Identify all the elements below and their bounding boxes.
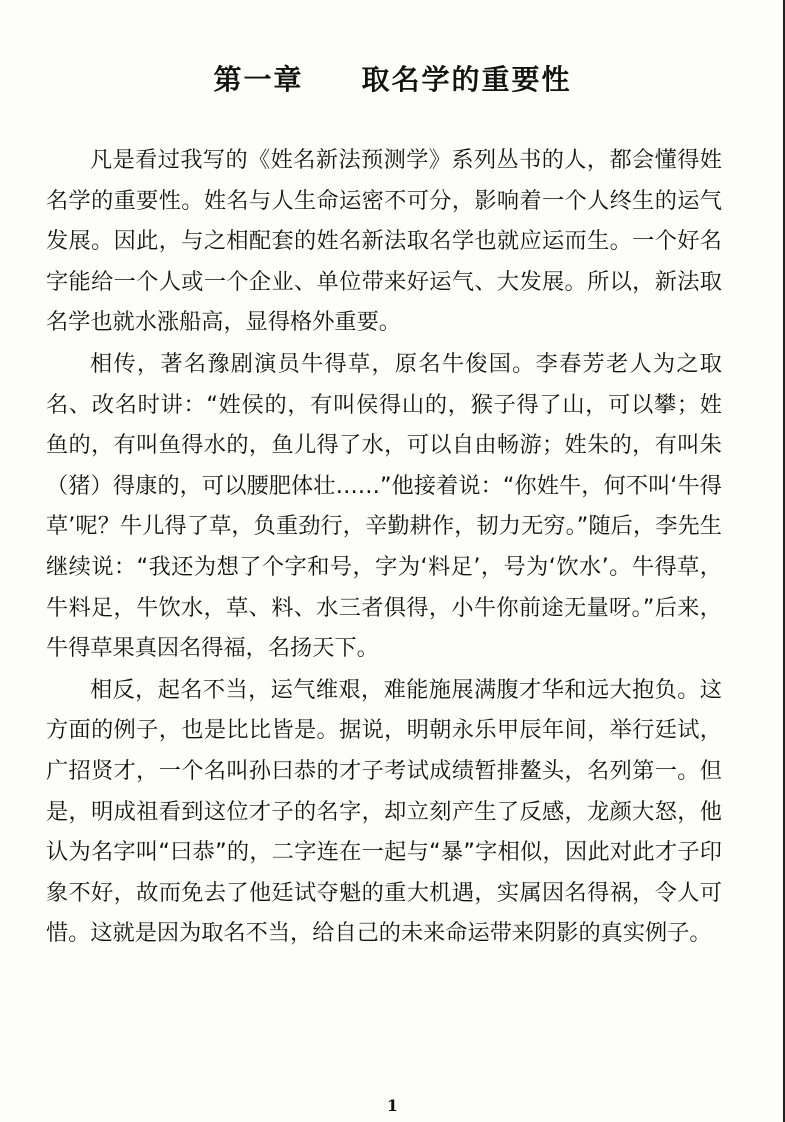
chapter-number: 第一章 xyxy=(213,63,304,96)
paragraph-1: 凡是看过我写的《姓名新法预测学》系列丛书的人，都会懂得姓名学的重要性。姓名与人生命运密不可分，影响着一个人终生的运气发展。因此，与之相配套的姓名新法取名学也就应运而生。一个好名字能给一个人或一个企业、单位带来好运气、大发展。所以，新法取名学也就水涨船高，显得格外重要。 xyxy=(46,147,722,336)
paragraph-2: 相传，著名豫剧演员牛得草，原名牛俊国。李春芳老人为之取名、改名时讲：“姓侯的，有叫侯得山的，猴子得了山，可以攀；姓鱼的，有叫鱼得水的，鱼儿得了水，可以自由畅游；姓朱的，有叫朱（猪）得康的，可以腰肥体壮……”他接着说：“你姓牛，何不叫‘牛得草’呢？牛儿得了草，负重劲行，辛勤耕作，韧力无穷。”随后，李先生继续说：“我还为想了个字和号，字为‘料足’，号为‘饮水’。牛得草，牛料足，牛饮水，草、料、水三者俱得，小牛你前途无量呀。”后来，牛得草果真因名得福，名扬天下。 xyxy=(46,350,722,662)
chapter-heading xyxy=(0,58,785,98)
body-text xyxy=(46,140,722,955)
chapter-title: 取名学的重要性 xyxy=(361,63,572,96)
paragraph-3: 相反，起名不当，运气维艰，难能施展满腹才华和远大抱负。这方面的例子，也是比比皆是。据说，明朝永乐甲辰年间，举行廷试，广招贤才，一个名叫孙曰恭的才子考试成绩暂排鳌头，名列第一。但是，明成祖看到这位才子的名字，却立刻产生了反感，龙颜大怒，他认为名字叫“曰恭”的，二字连在一起与“暴”字相似，因此对此才子印象不好，故而免去了他廷试夺魁的重大机遇，实属因名得祸，令人可惜。这就是因为取名不当，给自己的未来命运带来阴影的真实例子。 xyxy=(46,676,722,947)
page-number: 1 xyxy=(386,1096,399,1115)
